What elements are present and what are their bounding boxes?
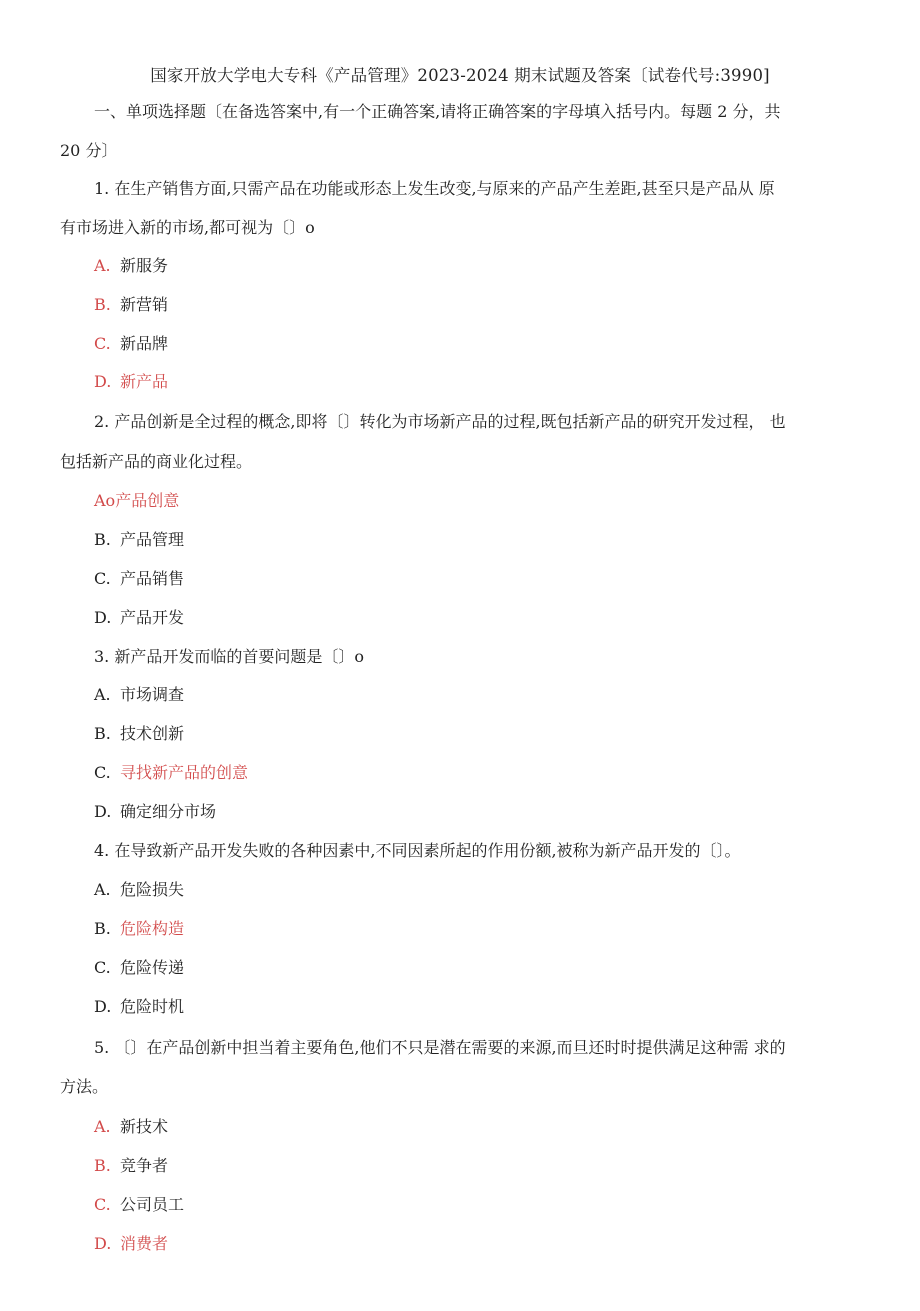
question-4-line-1: 4. 在导致新产品开发失败的各种因素中,不同因素所起的作用份额,被称为新产品开发的〔〕。 [94, 841, 741, 860]
question-2-option-d [94, 608, 184, 628]
option-letter: D. [94, 1234, 112, 1253]
option-text-answer: 寻找新产品的创意 [120, 763, 249, 782]
document-title: 国家开放大学电大专科《产品管理》2023-2024 期末试题及答案〔试卷代号:3990] [150, 66, 770, 85]
question-4-option-d [94, 997, 184, 1017]
option-letter: A. [94, 256, 111, 275]
question-3-option-b [94, 724, 184, 744]
question-5-option-c [94, 1195, 184, 1215]
option-text: 新服务 [120, 256, 169, 275]
option-letter: D. [94, 372, 112, 391]
option-letter: C. [94, 1195, 111, 1214]
option-letter: A. [94, 880, 111, 899]
option-letter: C. [94, 763, 111, 782]
option-text: 公司员工 [120, 1195, 185, 1214]
option-text: 新营销 [120, 295, 169, 314]
option-text-answer: 产品创意 [115, 491, 180, 510]
option-letter: D. [94, 802, 112, 821]
question-5-line-2: 方法。 [60, 1077, 109, 1096]
option-text: 危险传递 [120, 958, 185, 977]
question-5-option-d [94, 1234, 168, 1254]
section-instructions-line-2: 20 分〕 [60, 141, 118, 160]
option-letter: B. [94, 919, 111, 938]
option-text: 产品管理 [120, 530, 185, 549]
option-text: 市场调查 [120, 685, 185, 704]
question-2-option-a [94, 491, 179, 511]
option-text-answer: 危险构造 [120, 919, 185, 938]
option-letter: C. [94, 569, 111, 588]
question-1-option-d [94, 372, 168, 392]
option-letter: A. [94, 685, 111, 704]
section-instructions-line-1: 一、单项选择题〔在备选答案中,有一个正确答案,请将正确答案的字母填入括号内。每题 2 分，共 [94, 102, 781, 121]
option-text: 竞争者 [120, 1156, 169, 1175]
option-letter: D. [94, 608, 112, 627]
option-text-answer: 消费者 [120, 1234, 169, 1253]
option-letter: D. [94, 997, 112, 1016]
question-1-line-1: 1. 在生产销售方面,只需产品在功能或形态上发生改变,与原来的产品产生差距,甚至只是产品从 原 [94, 179, 775, 198]
question-5-option-a [94, 1117, 168, 1137]
option-text-answer: 新产品 [120, 372, 169, 391]
question-3-line-1: 3. 新产品开发而临的首要问题是〔〕o [94, 647, 364, 666]
question-2-option-b [94, 530, 184, 550]
option-letter: B. [94, 1156, 111, 1175]
option-text: 新品牌 [120, 334, 169, 353]
option-letter: Ao [94, 491, 116, 510]
option-letter: C. [94, 334, 111, 353]
question-1-option-a [94, 256, 168, 276]
option-text: 新技术 [120, 1117, 169, 1136]
option-text: 技术创新 [120, 724, 185, 743]
question-3-option-c [94, 763, 248, 783]
option-letter: A. [94, 1117, 111, 1136]
question-3-option-a [94, 685, 184, 705]
question-2-option-c [94, 569, 184, 589]
question-4-option-a [94, 880, 184, 900]
question-3-option-d [94, 802, 216, 822]
option-text: 危险损失 [120, 880, 185, 899]
question-2-line-1: 2. 产品创新是全过程的概念,即将〔〕转化为市场新产品的过程,既包括新产品的研究开发过程， 也 [94, 412, 786, 431]
question-4-option-c [94, 958, 184, 978]
option-letter: B. [94, 724, 111, 743]
option-letter: C. [94, 958, 111, 977]
question-1-line-2: 有市场进入新的市场,都可视为〔〕o [60, 218, 315, 237]
option-letter: B. [94, 530, 111, 549]
option-text: 产品开发 [120, 608, 185, 627]
question-1-option-b [94, 295, 168, 315]
question-5-option-b [94, 1156, 168, 1176]
option-letter: B. [94, 295, 111, 314]
question-2-line-2: 包括新产品的商业化过程。 [60, 452, 253, 471]
question-1-option-c [94, 334, 168, 354]
option-text: 确定细分市场 [120, 802, 217, 821]
option-text: 危险时机 [120, 997, 185, 1016]
question-4-option-b [94, 919, 184, 939]
option-text: 产品销售 [120, 569, 185, 588]
question-5-line-1: 5. 〔〕在产品创新中担当着主要角色,他们不只是潜在需要的来源,而旦还时时提供满足这种需 求的 [94, 1038, 786, 1057]
